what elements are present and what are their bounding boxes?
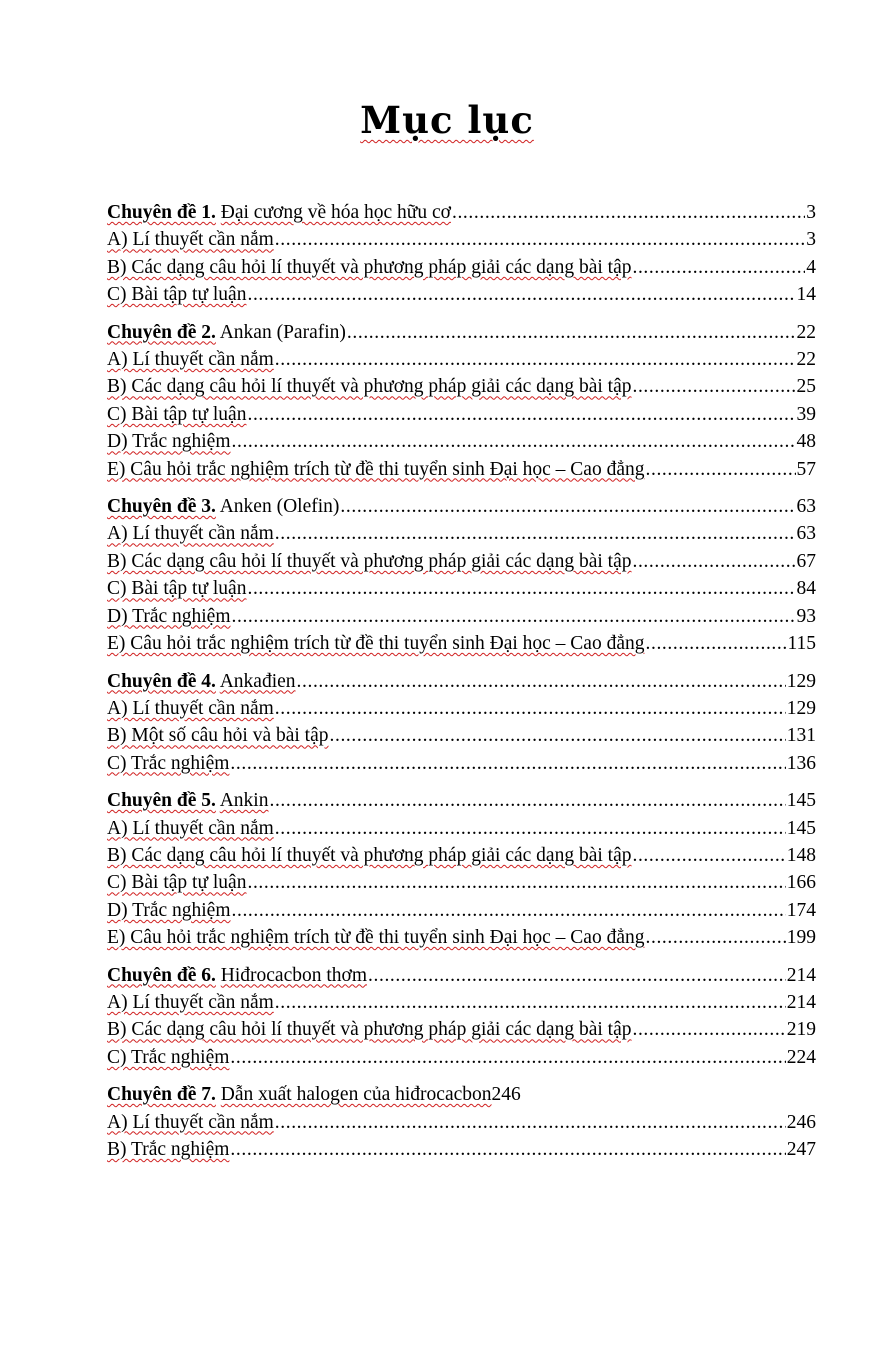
- page-number: 115: [787, 633, 816, 655]
- entry-label: A) Lí thuyết cần nắm: [107, 817, 274, 839]
- page-number: 136: [786, 752, 816, 774]
- dot-leader: [632, 373, 795, 400]
- toc-entry[interactable]: [107, 842, 816, 869]
- page-number: 63: [796, 523, 816, 545]
- chapter-prefix: Chuyên đề 1.: [107, 202, 216, 223]
- entry-label: B) Một số câu hỏi và bài tập: [107, 725, 329, 747]
- toc-entry[interactable]: [107, 520, 816, 547]
- page-number: 224: [786, 1046, 816, 1068]
- dot-leader: [452, 199, 805, 226]
- toc-chapter-3: [107, 493, 816, 657]
- entry-label: E) Câu hỏi trắc nghiệm trích từ đề thi tuyển sinh Đại học – Cao đẳng: [107, 927, 645, 949]
- chapter-prefix: Chuyên đề 3.: [107, 496, 216, 518]
- page-number: 129: [786, 670, 816, 692]
- page-number: 145: [786, 790, 816, 812]
- dot-leader: [232, 603, 796, 630]
- chapter-name: Ankin: [219, 790, 269, 812]
- dot-leader: [646, 630, 787, 657]
- dot-leader: [247, 401, 795, 428]
- page-number: 93: [796, 605, 816, 627]
- chapter-prefix: Chuyên đề 7.: [107, 1084, 216, 1106]
- dot-leader: [646, 456, 796, 483]
- entry-label: C) Bài tập tự luận: [107, 872, 247, 894]
- entry-label: B) Các dạng câu hỏi lí thuyết và phương pháp giải các dạng bài tập: [107, 1019, 632, 1041]
- entry-label: C) Bài tập tự luận: [107, 403, 247, 425]
- chapter-prefix: Chuyên đề 4.: [107, 670, 216, 692]
- chapter-name: Dẫn xuất halogen của hiđrocacbon: [220, 1084, 492, 1106]
- page-number: 199: [786, 927, 816, 949]
- dot-leader: [646, 924, 786, 951]
- page-title: Mục lục: [360, 98, 534, 142]
- page-number: 14: [796, 284, 816, 306]
- entry-label: D) Trắc nghiệm: [107, 605, 231, 627]
- dot-leader: [247, 575, 795, 602]
- entry-label: C) Trắc nghiệm: [107, 752, 230, 774]
- dot-leader: [247, 281, 795, 308]
- toc-entry[interactable]: [107, 1136, 816, 1163]
- entry-label: E) Câu hỏi trắc nghiệm trích từ đề thi tuyển sinh Đại học – Cao đẳng: [107, 458, 645, 480]
- toc-entry[interactable]: [107, 924, 816, 951]
- page-number: 67: [796, 550, 816, 572]
- dot-leader: [368, 962, 786, 989]
- toc-chapter-heading[interactable]: [107, 787, 816, 814]
- dot-leader: [275, 520, 796, 547]
- toc-entry[interactable]: [107, 575, 816, 602]
- toc-chapter-2: [107, 319, 816, 483]
- entry-label: D) Trắc nghiệm: [107, 899, 231, 921]
- entry-label: D) Trắc nghiệm: [107, 431, 231, 453]
- toc-chapter-heading[interactable]: [107, 962, 816, 989]
- chapter-name: Ankađien: [219, 670, 296, 692]
- dot-leader: [632, 842, 785, 869]
- toc-entry[interactable]: [107, 548, 816, 575]
- chapter-prefix: Chuyên đề 2.: [107, 321, 216, 343]
- toc-chapter-heading[interactable]: [107, 668, 816, 695]
- toc-chapter-1: [107, 199, 816, 309]
- entry-label: B) Các dạng câu hỏi lí thuyết và phương pháp giải các dạng bài tập: [107, 376, 632, 398]
- entry-label: A) Lí thuyết cần nắm: [107, 523, 274, 545]
- toc-chapter-heading[interactable]: [107, 319, 816, 346]
- page-number: 3: [806, 202, 816, 223]
- page-number: 246: [786, 1111, 816, 1133]
- toc-entry[interactable]: [107, 722, 816, 749]
- page-number: 22: [796, 349, 816, 371]
- toc-entry[interactable]: [107, 1044, 816, 1071]
- dot-leader: [275, 815, 786, 842]
- toc-entry[interactable]: [107, 603, 816, 630]
- dot-leader: [347, 319, 796, 346]
- toc-chapter-heading[interactable]: [107, 493, 816, 520]
- dot-leader: [275, 989, 786, 1016]
- chapter-prefix: Chuyên đề 6.: [107, 964, 216, 986]
- toc-entry[interactable]: [107, 815, 816, 842]
- page-number: 48: [796, 431, 816, 453]
- dot-leader: [232, 428, 796, 455]
- page-number: 148: [786, 844, 816, 866]
- entry-label: B) Trắc nghiệm: [107, 1139, 230, 1160]
- dot-leader: [275, 695, 786, 722]
- page-number: 129: [786, 697, 816, 719]
- entry-label: A) Lí thuyết cần nắm: [107, 1111, 274, 1133]
- dot-leader: [632, 254, 805, 281]
- chapter-name: Đại cương về hóa học hữu cơ: [220, 202, 451, 223]
- entry-label: A) Lí thuyết cần nắm: [107, 991, 274, 1013]
- dot-leader: [330, 722, 786, 749]
- page-number: 166: [786, 872, 816, 894]
- dot-leader: [232, 897, 786, 924]
- toc-chapter-7: [107, 1081, 816, 1163]
- dot-leader: [340, 493, 795, 520]
- page-number: 84: [796, 578, 816, 600]
- toc-entry[interactable]: [107, 897, 816, 924]
- page-number: 246: [491, 1084, 521, 1106]
- page-number: 247: [786, 1139, 816, 1160]
- page-number: 39: [796, 403, 816, 425]
- dot-leader: [230, 750, 785, 777]
- toc-entry[interactable]: [107, 281, 816, 308]
- entry-label: A) Lí thuyết cần nắm: [107, 349, 274, 371]
- chapter-name: Ankan (Parafin): [219, 321, 346, 343]
- toc-chapter-4: [107, 668, 816, 778]
- dot-leader: [275, 1109, 786, 1136]
- chapter-prefix: Chuyên đề 5.: [107, 790, 216, 812]
- page-number: 131: [786, 725, 816, 747]
- table-of-contents: [107, 199, 816, 1173]
- toc-entry[interactable]: [107, 254, 816, 281]
- entry-label: C) Trắc nghiệm: [107, 1046, 230, 1068]
- page-number: 219: [786, 1019, 816, 1041]
- toc-chapter-heading[interactable]: [107, 1081, 816, 1108]
- dot-leader: [247, 869, 785, 896]
- entry-label: C) Bài tập tự luận: [107, 578, 247, 600]
- dot-leader: [632, 548, 795, 575]
- page-number: 63: [796, 496, 816, 518]
- toc-entry[interactable]: [107, 989, 816, 1016]
- entry-label: A) Lí thuyết cần nắm: [107, 697, 274, 719]
- toc-entry[interactable]: [107, 750, 816, 777]
- entry-label: C) Bài tập tự luận: [107, 284, 247, 306]
- page-number: 3: [806, 229, 816, 251]
- toc-entry[interactable]: [107, 1109, 816, 1136]
- entry-label: B) Các dạng câu hỏi lí thuyết và phương pháp giải các dạng bài tập: [107, 844, 632, 866]
- entry-label: E) Câu hỏi trắc nghiệm trích từ đề thi tuyển sinh Đại học – Cao đẳng: [107, 633, 645, 655]
- toc-entry[interactable]: [107, 456, 816, 483]
- toc-entry[interactable]: [107, 695, 816, 722]
- toc-chapter-heading[interactable]: [107, 199, 816, 226]
- page-number: 25: [796, 376, 816, 398]
- dot-leader: [297, 668, 786, 695]
- toc-entry[interactable]: [107, 373, 816, 400]
- dot-leader: [632, 1016, 785, 1043]
- page-number: 214: [786, 964, 816, 986]
- dot-leader: [230, 1044, 785, 1071]
- dot-leader: [275, 226, 805, 253]
- page-number: 214: [786, 991, 816, 1013]
- chapter-name: Anken (Olefin): [219, 496, 340, 518]
- entry-label: B) Các dạng câu hỏi lí thuyết và phương pháp giải các dạng bài tập: [107, 550, 632, 572]
- dot-leader: [230, 1136, 785, 1163]
- chapter-name: Hiđrocacbon thơm: [220, 964, 368, 986]
- page-number: 22: [796, 321, 816, 343]
- toc-entry[interactable]: [107, 1016, 816, 1043]
- toc-chapter-6: [107, 962, 816, 1072]
- page-number: 145: [786, 817, 816, 839]
- toc-entry[interactable]: [107, 226, 816, 253]
- toc-entry[interactable]: [107, 346, 816, 373]
- toc-entry[interactable]: [107, 401, 816, 428]
- toc-entry[interactable]: [107, 869, 816, 896]
- entry-label: A) Lí thuyết cần nắm: [107, 229, 274, 251]
- page-number: 174: [786, 899, 816, 921]
- page-number: 4: [806, 256, 816, 278]
- toc-chapter-5: [107, 787, 816, 951]
- page-number: 57: [796, 458, 816, 480]
- dot-leader: [275, 346, 796, 373]
- toc-entry[interactable]: [107, 630, 816, 657]
- entry-label: B) Các dạng câu hỏi lí thuyết và phương pháp giải các dạng bài tập: [107, 256, 632, 278]
- toc-entry[interactable]: [107, 428, 816, 455]
- dot-leader: [269, 787, 785, 814]
